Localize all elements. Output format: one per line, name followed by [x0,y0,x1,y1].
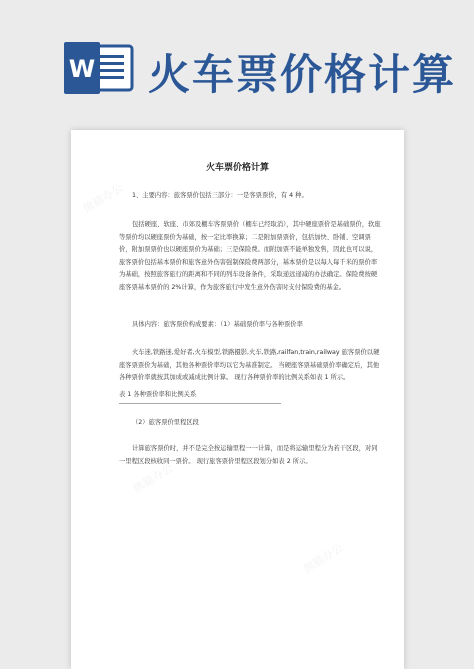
paragraph: 计算旅客票价时，并不是完全按运输里程一一计算，而是将运输里程分为若干区段，对同一里程区段核收同一票价。 现行旅客票价里程区段划分如表 2 所示。 [119,445,378,465]
paragraph: （2）旅客票价里程区段 [132,419,199,426]
watermark: 熊猫办公 [301,541,346,576]
paragraph: 具体内容：旅客票价构成要素：（1）基础票价率与各种票价率 [132,321,303,328]
document-page [71,130,404,669]
divider-line [119,403,281,404]
page-title: 火车票价格计算 [205,163,269,173]
paragraph: 火车迷,铁路迷,爱好者,火车模型,铁路摄影,火车,铁路,railfan,train,railway 旅客票价以硬座客票票价为基础，其他各种票价率均以它为基准制定。 当硬座客票基础票价率确定后，其他各种票价率就按其加成或减成比例计算。 现行各种票价率的比例关系如表 1 所示。 [119,349,380,381]
watermark: 熊猫办公 [81,181,126,216]
paragraph: 1、主要内容：旅客票价包括三部分：一是客票票价，有 4 种。 [132,192,308,199]
svg-text:W: W [68,55,96,83]
document-title-banner: 火车票价格计算 [148,50,457,99]
header [0,0,474,130]
watermark: 熊猫办公 [131,461,176,496]
word-icon [62,40,134,96]
watermark: 熊猫办公 [271,241,316,276]
table-caption: 表 1 各种票价率和比例关系 [119,391,197,398]
paragraph: 包括硬座、软座、市郊及棚车客票票价（棚车已经取消），其中硬座票价是基础票价，软座等票价均以硬座票价为基础，按一定比率换算；二是附加票票价，包括加快、卧铺、空调票价，附加票票价也以硬座票价为基础；三是保险费。而附加票不能单独发售，因此也可以说，旅客票价包括基本票价和旅客意外伤害强制保险费两部分，基本票价是以每人每千米的票价率为基础，按照旅客旅行的距离和不同的列车设备条件，采取递远递减的办法确定。保险费按硬座客票基本票价的 2%计算，作为旅客旅行中发生意外伤害时支付保险费的基金。 [119,221,381,291]
